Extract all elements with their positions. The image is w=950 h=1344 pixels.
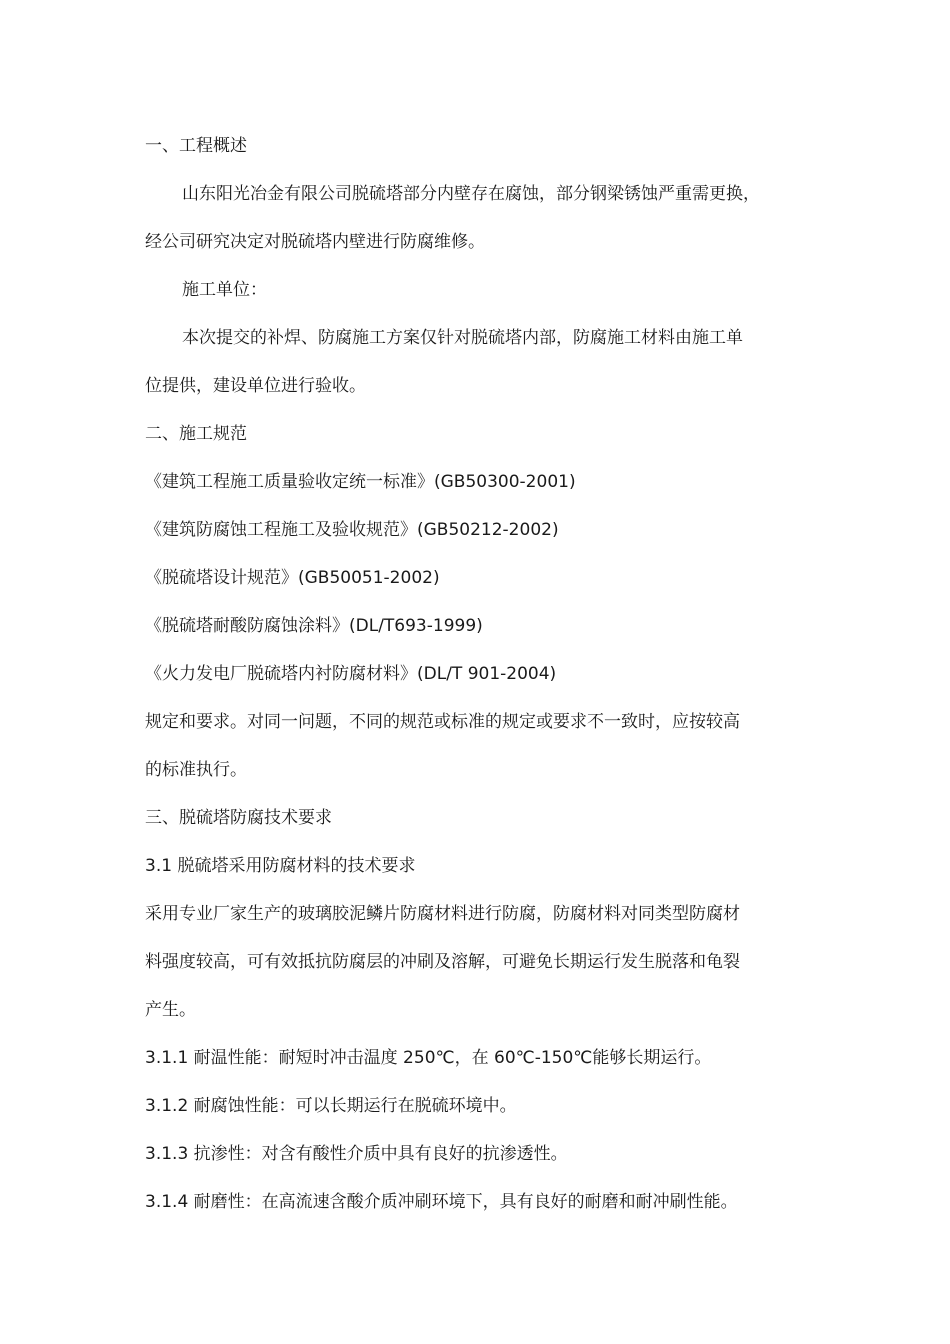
section-heading-standards: 二、施工规范: [145, 424, 247, 444]
standard-item: 《建筑工程施工质量验收定统一标准》(GB50300-2001): [145, 472, 576, 492]
scope-paragraph-line: 本次提交的补焊、防腐施工方案仅针对脱硫塔内部，防腐施工材料由施工单: [182, 328, 743, 348]
section-heading-requirements: 三、脱硫塔防腐技术要求: [145, 808, 332, 828]
rule-paragraph-line: 的标准执行。: [145, 760, 247, 780]
standard-item: 《脱硫塔设计规范》(GB50051-2002): [145, 568, 440, 588]
material-paragraph-line: 采用专业厂家生产的玻璃胶泥鳞片防腐材料进行防腐，防腐材料对同类型防腐材: [145, 904, 740, 924]
rule-paragraph-line: 规定和要求。对同一问题，不同的规范或标准的规定或要求不一致时，应按较高: [145, 712, 740, 732]
scope-paragraph-line: 位提供，建设单位进行验收。: [145, 376, 366, 396]
standard-item: 《建筑防腐蚀工程施工及验收规范》(GB50212-2002): [145, 520, 559, 540]
subsection-heading: 3.1 脱硫塔采用防腐材料的技术要求: [145, 856, 416, 876]
standard-item: 《脱硫塔耐酸防腐蚀涂料》(DL/T693-1999): [145, 616, 483, 636]
standard-item: 《火力发电厂脱硫塔内衬防腐材料》(DL/T 901-2004): [145, 664, 557, 684]
spec-item: 3.1.4 耐磨性：在高流速含酸介质冲刷环境下，具有良好的耐磨和耐冲刷性能。: [145, 1192, 738, 1212]
section-heading-overview: 一、工程概述: [145, 136, 247, 156]
spec-item: 3.1.2 耐腐蚀性能：可以长期运行在脱硫环境中。: [145, 1096, 517, 1116]
overview-paragraph-line: 经公司研究决定对脱硫塔内壁进行防腐维修。: [145, 232, 485, 252]
spec-item: 3.1.1 耐温性能：耐短时冲击温度 250℃，在 60℃-150℃能够长期运行。: [145, 1048, 712, 1068]
spec-item: 3.1.3 抗渗性：对含有酸性介质中具有良好的抗渗透性。: [145, 1144, 568, 1164]
overview-paragraph-line: 山东阳光冶金有限公司脱硫塔部分内壁存在腐蚀，部分钢梁锈蚀严重需更换，: [182, 184, 760, 204]
material-paragraph-line: 产生。: [145, 1000, 196, 1020]
material-paragraph-line: 料强度较高，可有效抵抗防腐层的冲刷及溶解，可避免长期运行发生脱落和龟裂: [145, 952, 740, 972]
contractor-label: 施工单位：: [182, 280, 267, 300]
